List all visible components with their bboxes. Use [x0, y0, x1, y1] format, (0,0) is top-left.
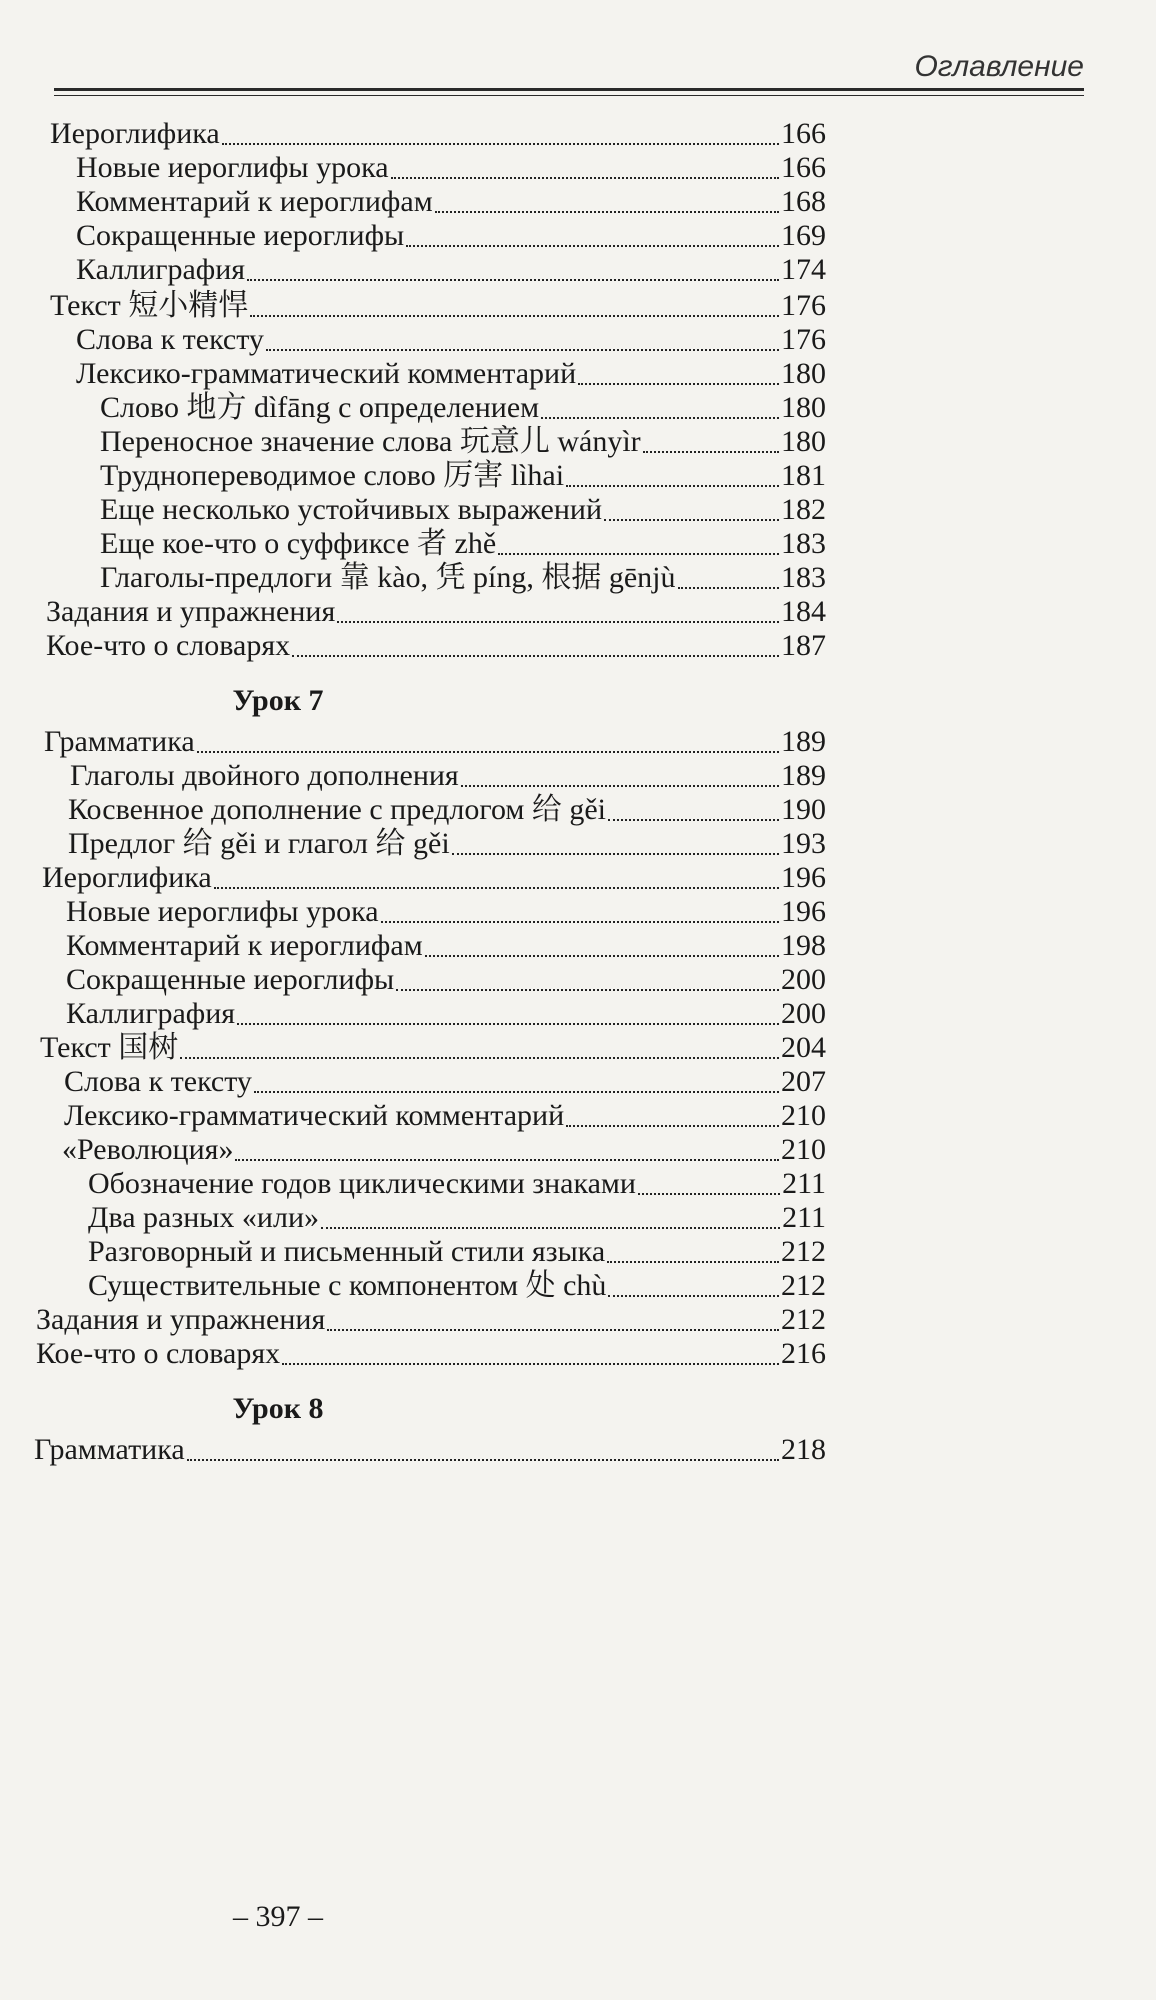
- toc-entry-page: 187: [781, 629, 826, 662]
- toc-entry-page: 176: [781, 289, 826, 322]
- toc-entry-title: Лексико-грамматический комментарий: [76, 357, 577, 390]
- toc-entry-page: 180: [781, 391, 826, 424]
- toc-entry-page: 212: [781, 1303, 826, 1336]
- toc-entry-title: Иероглифика: [42, 861, 212, 894]
- toc-entry-page: 210: [781, 1133, 826, 1166]
- toc-entry-title: Слова к тексту: [76, 323, 264, 356]
- toc-entry[interactable]: [76, 250, 826, 290]
- toc-entry[interactable]: [34, 1430, 826, 1470]
- lesson-heading: Урок 8: [232, 1392, 324, 1425]
- toc-entry-title: Задания и упражнения: [36, 1303, 326, 1336]
- toc-entry-title: Слово 地方 dìfāng с определением: [100, 391, 540, 424]
- toc-entry-title: Иероглифика: [50, 117, 220, 150]
- toc-entry-title: Два разных «или»: [88, 1201, 320, 1234]
- toc-entry-page: 176: [781, 323, 826, 356]
- toc-entry-page: 193: [781, 827, 826, 860]
- lesson-heading: Урок 7: [232, 684, 324, 717]
- toc-entry-title: Новые иероглифы урока: [76, 151, 389, 184]
- toc-entry-title: Переносное значение слова 玩意儿 wányìr: [100, 425, 641, 458]
- toc-entry-page: 180: [781, 425, 826, 458]
- toc-entry-page: 204: [781, 1031, 826, 1064]
- toc-entry-page: 189: [781, 759, 826, 792]
- toc-entry-title: Труднопереводимое слово 厉害 lìhai: [100, 459, 565, 492]
- toc-entry-title: Каллиграфия: [66, 997, 236, 1030]
- toc-entry-page: 174: [781, 253, 826, 286]
- toc-entry-title: Предлог 给 gěi и глагол 给 gěi: [68, 827, 450, 860]
- toc-entry-page: 207: [781, 1065, 826, 1098]
- toc-entry-title: Разговорный и письменный стили языка: [88, 1235, 606, 1268]
- toc-entry-title: Кое-что о словарях: [46, 629, 291, 662]
- toc-entry-title: Еще несколько устойчивых выражений: [100, 493, 603, 526]
- toc-entry-title: Новые иероглифы урока: [66, 895, 379, 928]
- toc-entry-title: Кое-что о словарях: [36, 1337, 281, 1370]
- toc-entry-page: 168: [781, 185, 826, 218]
- toc-entry-title: Грамматика: [44, 725, 195, 758]
- toc-entry-title: Грамматика: [34, 1433, 185, 1466]
- toc-entry-title: Еще кое-что о суффиксе 者 zhě: [100, 527, 497, 560]
- toc-entry-title: «Революция»: [62, 1133, 234, 1166]
- toc-entry-page: 200: [781, 963, 826, 996]
- toc-entry-title: Обозначение годов циклическими знаками: [88, 1167, 636, 1200]
- toc-entry-title: Сокращенные иероглифы: [76, 219, 405, 252]
- toc-entry-title: Глаголы-предлоги 靠 kào, 凭 píng, 根据 gēnjù: [100, 561, 676, 594]
- toc-entry[interactable]: [46, 626, 826, 666]
- toc-entry-page: 182: [781, 493, 826, 526]
- page-number: – 397 –: [233, 1900, 323, 1933]
- toc-entry-page: 212: [781, 1235, 826, 1268]
- toc-entry-title: Косвенное дополнение с предлогом 给 gěi: [68, 793, 607, 826]
- toc-entry-page: 190: [781, 793, 826, 826]
- toc-entry-page: 216: [781, 1337, 826, 1370]
- toc-entry-page: 196: [781, 861, 826, 894]
- toc-entry-page: 169: [781, 219, 826, 252]
- toc-entry[interactable]: [36, 1334, 826, 1374]
- toc-entry-title: Комментарий к иероглифам: [76, 185, 433, 218]
- toc-entry-page: 166: [781, 151, 826, 184]
- toc-entry-page: 183: [781, 561, 826, 594]
- toc-entry-title: Текст 国树: [40, 1031, 179, 1064]
- running-head: Оглавление: [914, 50, 1084, 83]
- toc-entry-page: 212: [781, 1269, 826, 1302]
- toc-entry-title: Глаголы двойного дополнения: [70, 759, 459, 792]
- toc-entry-page: 184: [781, 595, 826, 628]
- toc-entry-page: 211: [782, 1167, 826, 1200]
- toc-entry-title: Существительные с компонентом 处 chù: [88, 1269, 607, 1302]
- toc-entry-title: Каллиграфия: [76, 253, 246, 286]
- toc-entry-page: 218: [781, 1433, 826, 1466]
- toc-entry-page: 180: [781, 357, 826, 390]
- toc-entry-page: 189: [781, 725, 826, 758]
- toc-entry-page: 200: [781, 997, 826, 1030]
- toc-entry-page: 196: [781, 895, 826, 928]
- toc-entry-title: Лексико-грамматический комментарий: [64, 1099, 565, 1132]
- toc-entry-page: 211: [782, 1201, 826, 1234]
- toc-entry-page: 166: [781, 117, 826, 150]
- toc-entry-title: Текст 短小精悍: [50, 289, 249, 322]
- toc-entry-title: Сокращенные иероглифы: [66, 963, 395, 996]
- toc-entry-page: 183: [781, 527, 826, 560]
- toc-entry-page: 210: [781, 1099, 826, 1132]
- toc-entry-title: Комментарий к иероглифам: [66, 929, 423, 962]
- toc-entry-page: 198: [781, 929, 826, 962]
- toc-entry-page: 181: [781, 459, 826, 492]
- toc-entry-title: Задания и упражнения: [46, 595, 336, 628]
- toc-entry-title: Слова к тексту: [64, 1065, 252, 1098]
